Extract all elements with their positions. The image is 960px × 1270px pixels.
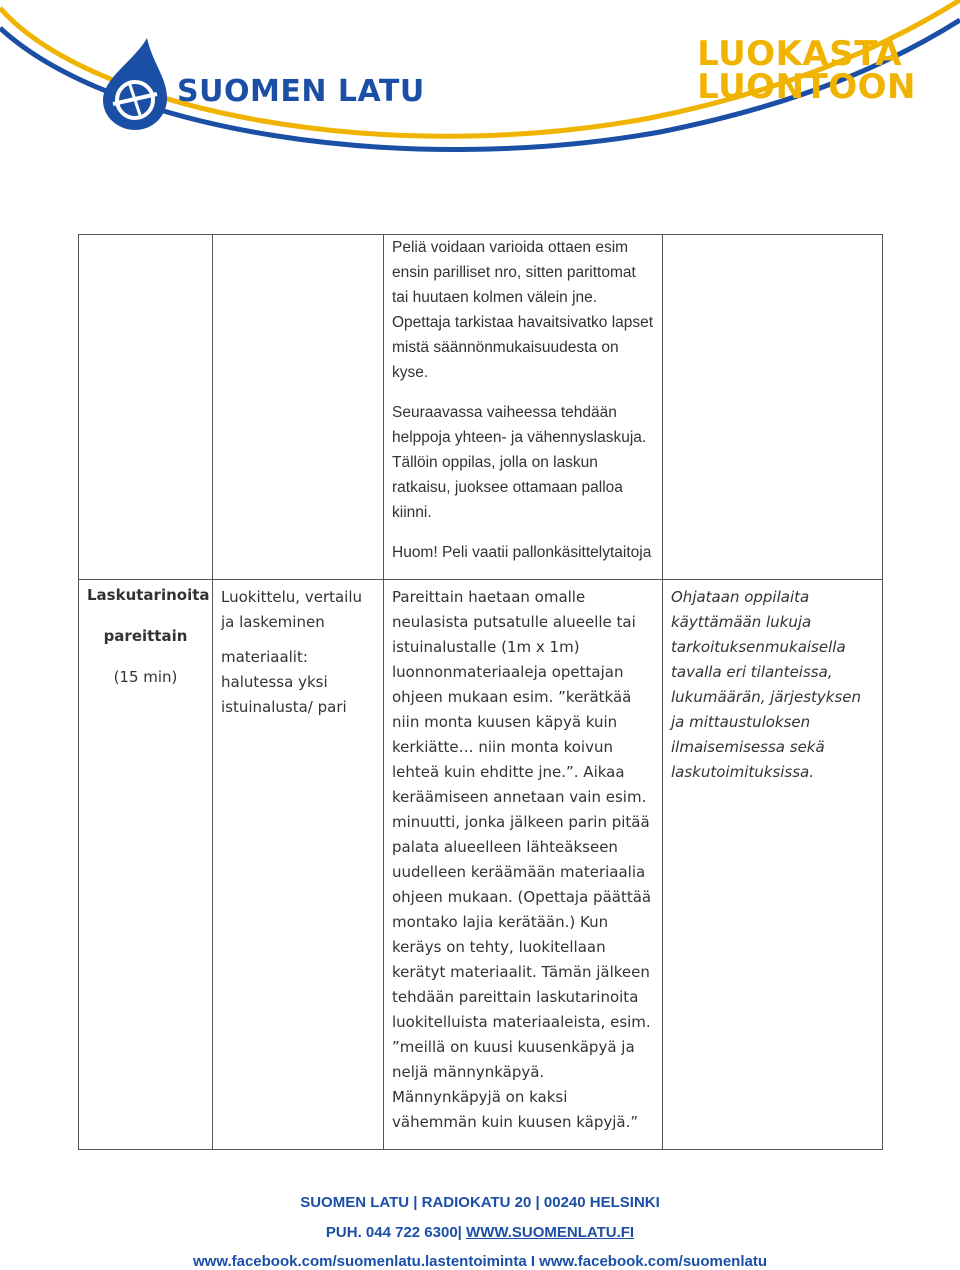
table-cell (384, 235, 663, 580)
table-cell (79, 235, 213, 580)
table-row (79, 580, 883, 1150)
cell-paragraph: Seuraavassa vaiheessa tehdään helppoja yhteen- ja vähennyslaskuja. Tällöin oppilas, jolla on laskun ratkaisu, juoksee ottamaan palloa kiinni. (392, 404, 647, 521)
cell-paragraph: Peliä voidaan varioida ottaen esim ensin parilliset nro, sitten parittomat tai huutaen kolmen välein jne. Opettaja tarkistaa havaitsivatko lapset mistä säännönmukaisuudesta on kyse. (392, 239, 654, 381)
lesson-table (78, 234, 883, 1150)
activity-title: Laskutarinoita (87, 586, 210, 604)
campaign-logo (697, 34, 916, 107)
cell-paragraph: Huom! Peli vaatii pallonkäsittelytaitoja (392, 544, 652, 561)
activity-name-cell (79, 580, 213, 1150)
goals-cell (213, 580, 384, 1150)
footer-facebook[interactable]: www.facebook.com/suomenlatu.lastentoiminta I www.facebook.com/suomenlatu (193, 1253, 767, 1270)
footer-contact (0, 1224, 960, 1241)
activity-duration: (15 min) (113, 668, 178, 686)
website-link[interactable]: WWW.SUOMENLATU.FI (466, 1224, 635, 1241)
activity-subtitle: pareittain (103, 627, 188, 645)
cell-paragraph: Pareittain haetaan omalle neulasista putsatulle alueelle tai istuinalustalle (1m x 1m) luonnonmateriaaleja opettajan ohjeen mukaan esim. ”kerätkää niin monta kuusen käpyä kuin kerkiätte… niin monta koivun lehteä kuin ehditte jne.”. Aikaa keräämiseen annetaan vain esim. minuutti, jonka jälkeen parin pitää palata alueelleen lähteäkseen uudelleen keräämään materiaalia ohjeen mukaan. (Opettaja päättää montako lajia kerätään.) Kun keräys on tehty, luokitellaan kerätyt materiaalit. Tämän jälkeen tehdään pareittain laskutarinoita luokitelluista materiaaleista, esim. ”meillä on kuusi kuusenkäpyä ja neljä männynkäpyä. Männynkäpyjä on kaksi vähemmän kuin kuusen käpyjä.” (392, 588, 652, 1131)
cell-paragraph: materiaalit: halutessa yksi istuinalusta/ pari (221, 648, 347, 716)
table-cell (213, 235, 384, 580)
table-cell (663, 235, 883, 580)
cell-paragraph: Ohjataan oppilaita käyttämään lukuja tarkoituksenmukaisella tavalla eri tilanteissa, lukumäärän, järjestyksen ja mittaustuloksen ilmaisemisessa sekä laskutoimituksissa. (671, 588, 861, 781)
description-cell (384, 580, 663, 1150)
suomen-latu-logo (95, 38, 425, 130)
logo-text: SUOMEN LATU (177, 74, 425, 109)
footer-address: SUOMEN LATU | RADIOKATU 20 | 00240 HELSINKI (300, 1194, 660, 1211)
campaign-line-1: LUOKASTA (697, 34, 903, 74)
cell-paragraph: Luokittelu, vertailu ja laskeminen (221, 588, 363, 631)
campaign-line-2: LUONTOON (697, 67, 916, 107)
footer-phone: PUH. 044 722 6300| (325, 1224, 462, 1241)
curriculum-cell (663, 580, 883, 1150)
table-row (79, 235, 883, 580)
water-drop-icon (95, 38, 175, 130)
